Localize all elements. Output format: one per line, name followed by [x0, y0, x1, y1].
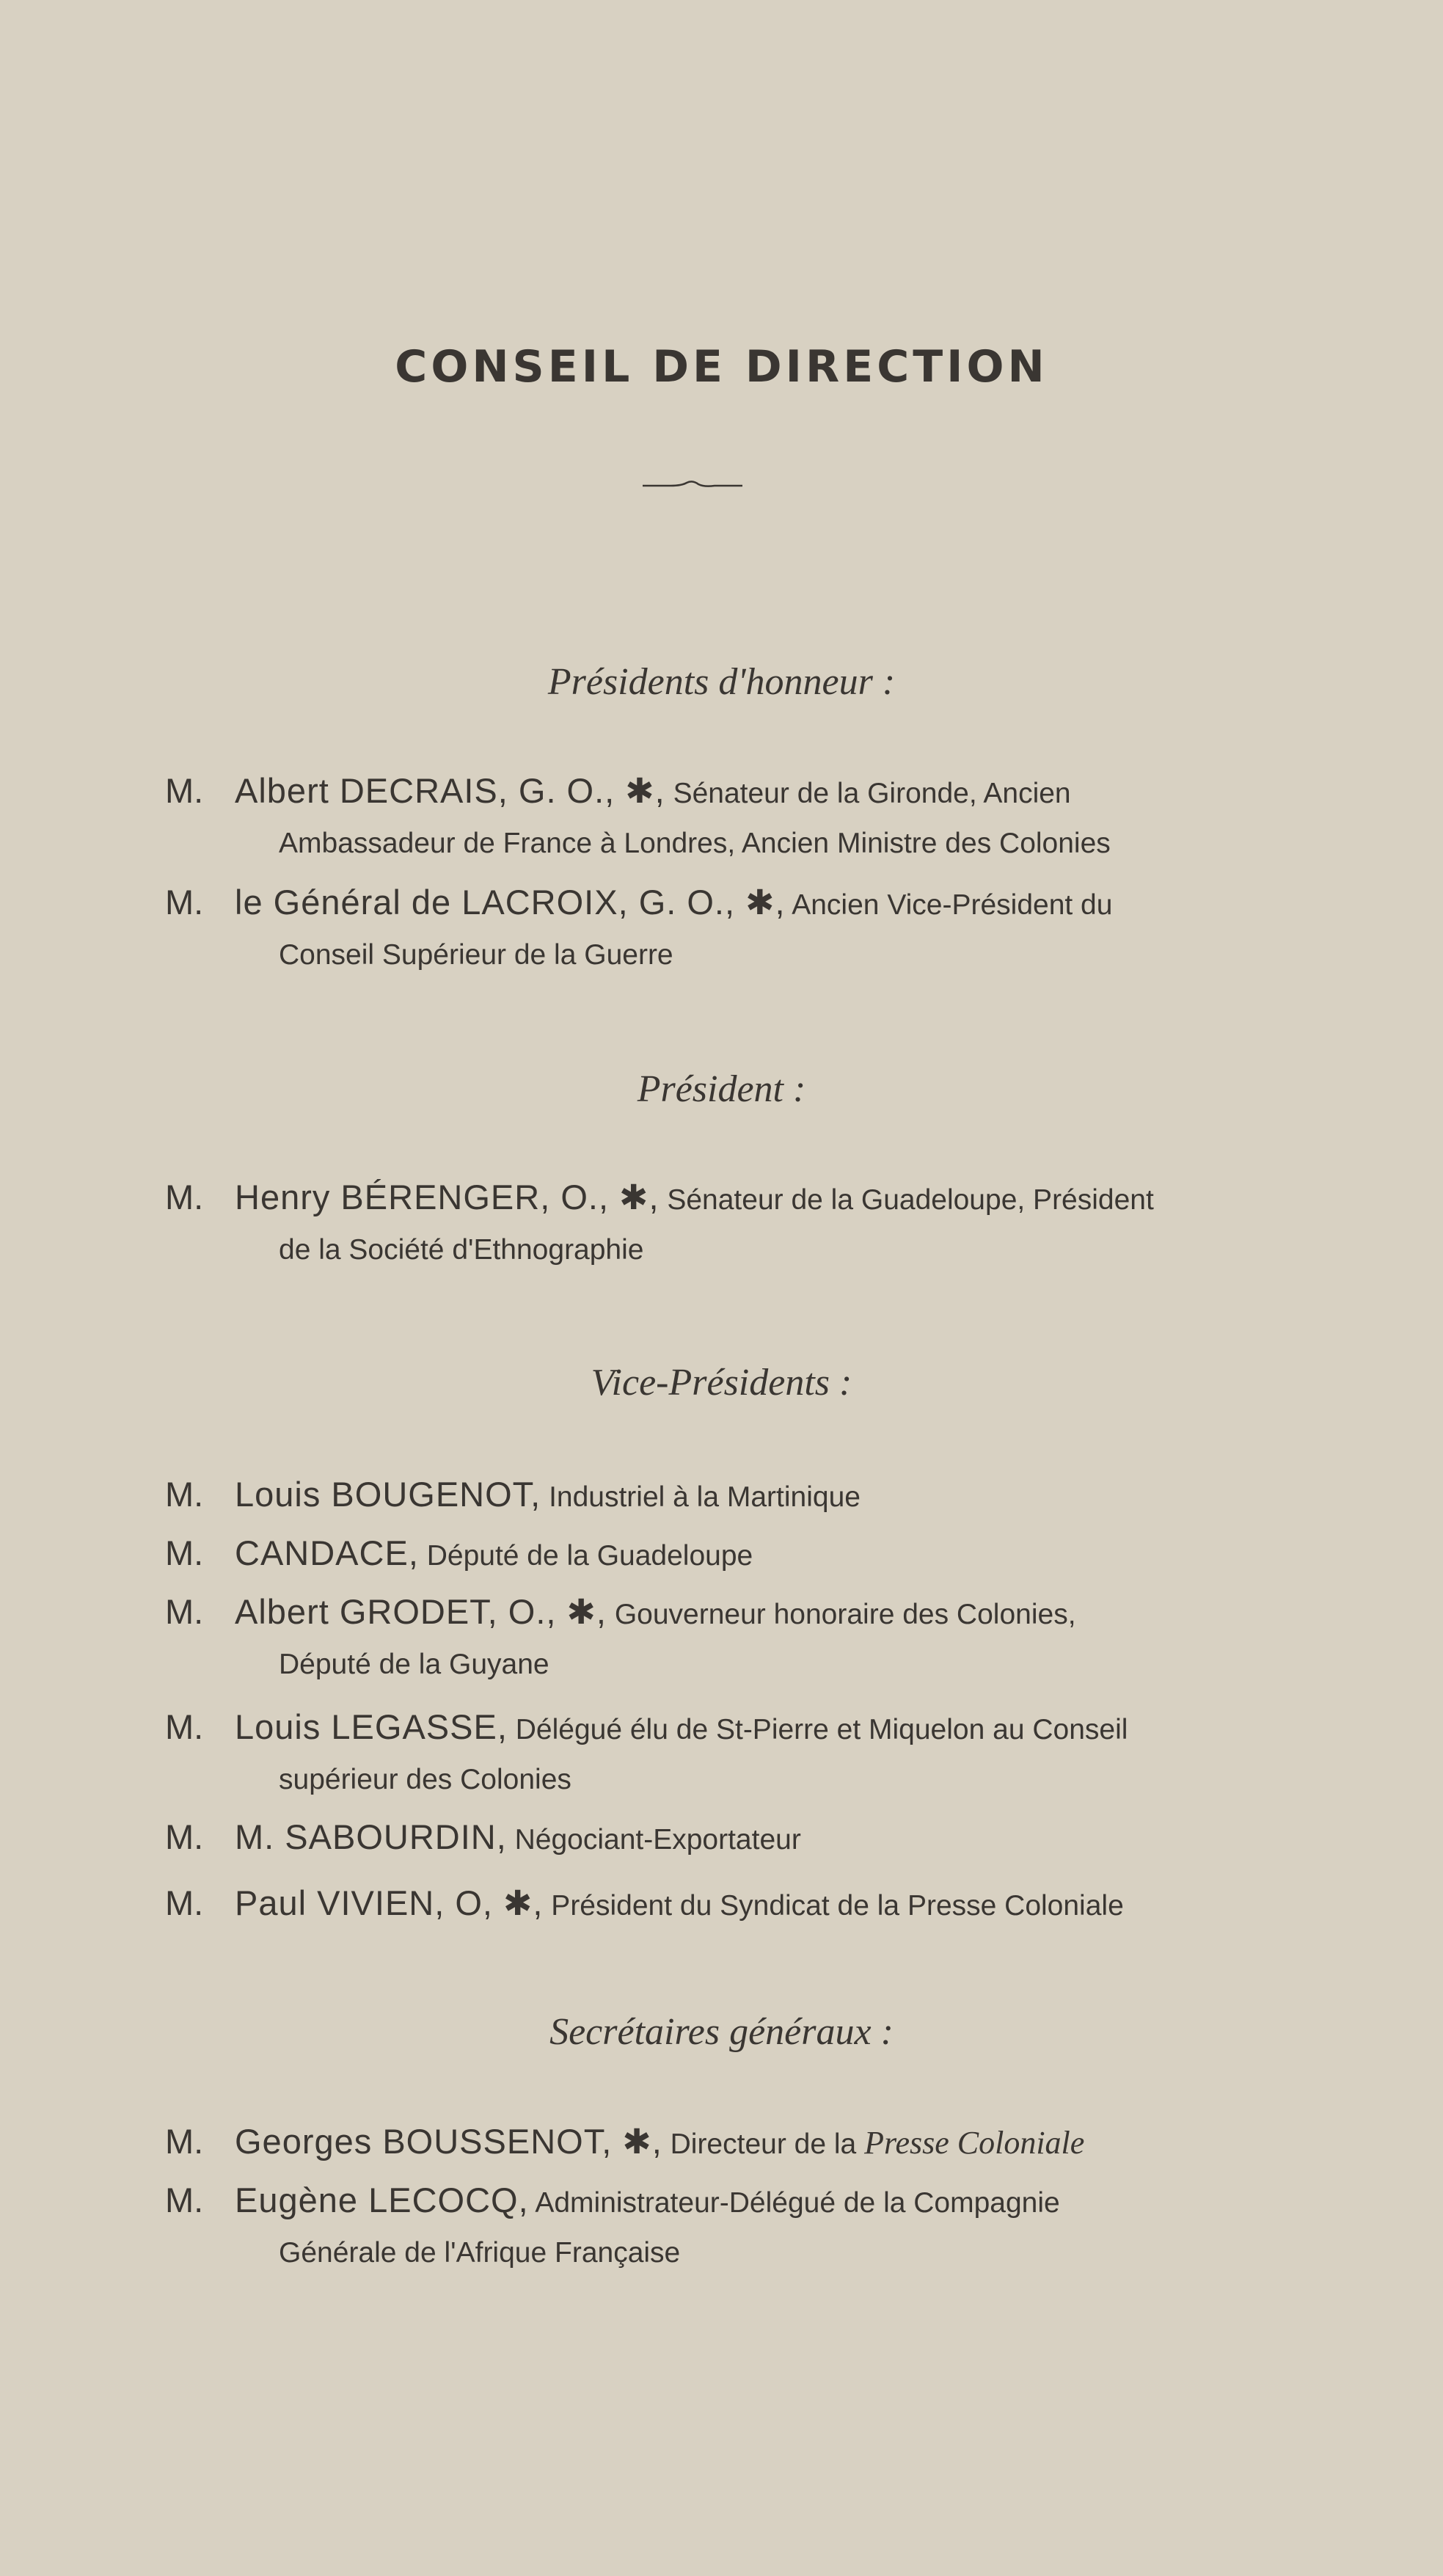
list-item: M. Albert DECRAIS, G. O., ✱, Sénateur de la Gironde, Ancien Ambassadeur de France à Londres, Ancien Ministre des Colonies	[165, 771, 1111, 859]
list-item: M. Eugène LECOCQ, Administrateur-Délégué de la Compagnie Générale de l'Afrique Française	[165, 2181, 1060, 2269]
ornament-divider	[641, 477, 744, 492]
heading-presidents-honneur: Présidents d'honneur :	[547, 661, 896, 703]
list-item: M. Paul VIVIEN, O, ✱, Président du Syndicat de la Presse Coloniale	[165, 1883, 1124, 1922]
heading-president: Président :	[637, 1068, 806, 1110]
list-item: M. Georges BOUSSENOT, ✱, Directeur de la Presse Coloniale	[165, 2122, 1085, 2161]
heading-vice-presidents: Vice-Présidents :	[591, 1362, 852, 1404]
list-item: M. Henry BÉRENGER, O., ✱, Sénateur de la Guadeloupe, Président de la Société d'Ethnographie	[165, 1178, 1154, 1266]
list-item: M. Albert GRODET, O., ✱, Gouverneur honoraire des Colonies, Député de la Guyane	[165, 1592, 1076, 1680]
list-item: M. Louis BOUGENOT, Industriel à la Martinique	[165, 1475, 861, 1514]
page-title: CONSEIL DE DIRECTION	[395, 341, 1048, 393]
heading-secretaires: Secrétaires généraux :	[549, 2011, 894, 2053]
list-item: M. M. SABOURDIN, Négociant-Exportateur	[165, 1817, 801, 1856]
list-item: M. le Général de LACROIX, G. O., ✱, Ancien Vice-Président du Conseil Supérieur de la Guerre	[165, 883, 1113, 971]
list-item: M. Louis LEGASSE, Délégué élu de St-Pierre et Miquelon au Conseil supérieur des Colonies	[165, 1707, 1128, 1795]
list-item: M. CANDACE, Député de la Guadeloupe	[165, 1533, 753, 1572]
